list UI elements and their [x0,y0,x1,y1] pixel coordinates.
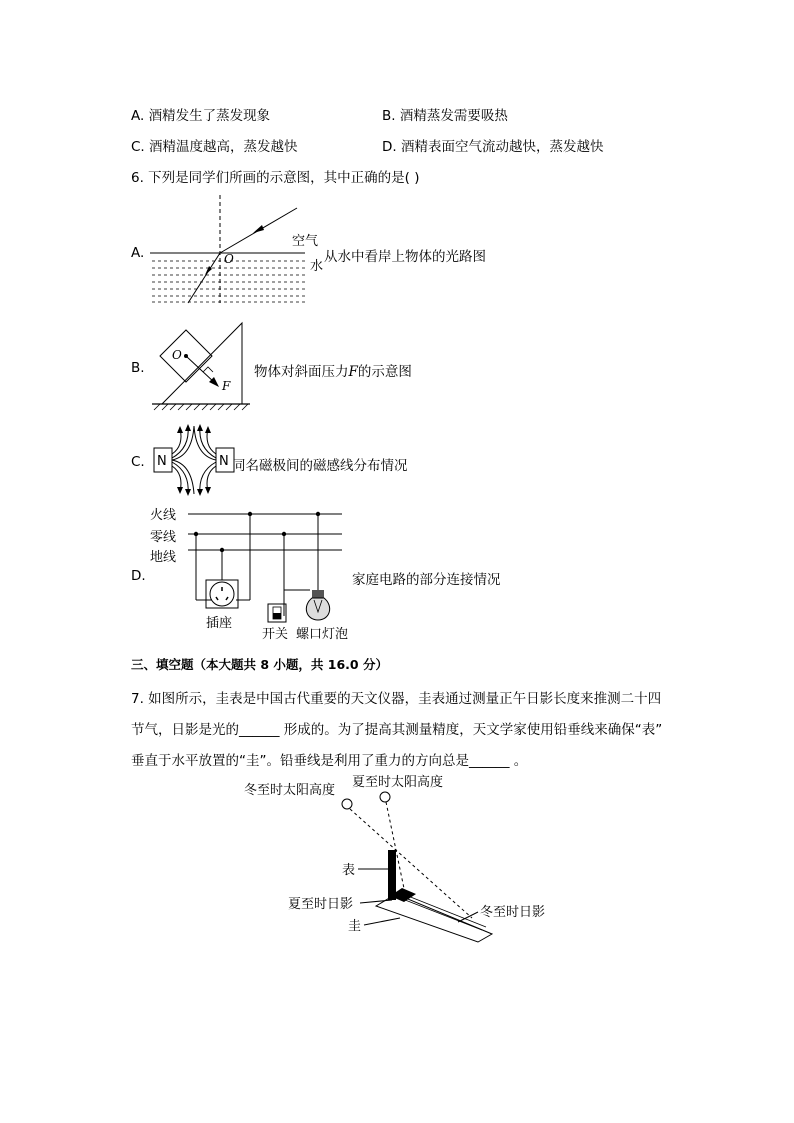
point-o-label: O [172,348,182,362]
force-f-label: F [222,379,231,393]
gui-label: 圭 [348,919,362,934]
bulb-icon [306,590,329,620]
gnomon-diagram [240,770,546,940]
water-label: 水 [310,259,324,274]
q5-option-c: C. 酒精温度越高，蒸发越快 [131,139,298,155]
q6-d-letter: D. [131,568,146,584]
live-wire-label: 火线 [150,508,177,523]
summer-sun-label: 夏至时太阳高度 [352,775,444,790]
q7-line1: 7. 如图所示，圭表是中国古代重要的天文仪器，圭表通过测量正午日影长度来推测二十四 [131,691,662,707]
household-circuit-diagram [150,502,360,642]
slope-force-diagram [150,318,250,412]
q5-option-b: B. 酒精蒸发需要吸热 [382,108,508,124]
q6-a-letter: A. [131,245,145,261]
q5-option-a: A. 酒精发生了蒸发现象 [131,108,271,124]
q6-b-caption: 物体对斜面压力F的示意图 [254,364,412,380]
summer-shadow-label: 夏至时日影 [288,897,354,912]
pole-n-left: N [157,454,167,469]
q7-line2: 节气，日影是光的______ 形成的。为了提高其测量精度，天文学家使用铅垂线来确保“表” [131,722,663,738]
air-label: 空气 [292,234,319,249]
socket-icon [206,580,238,608]
winter-shadow-label: 冬至时日影 [480,905,546,920]
switch-label: 开关 [262,627,289,642]
socket-label: 插座 [206,616,233,631]
q6-stem: 6. 下列是同学们所画的示意图，其中正确的是( ) [131,170,420,186]
neutral-wire-label: 零线 [150,530,177,545]
point-o-label: O [224,252,234,266]
q6-d-caption: 家庭电路的部分连接情况 [352,572,501,588]
q7-line3: 垂直于水平放置的“圭”。铅垂线是利用了重力的方向总是______ 。 [131,753,528,769]
refraction-diagram [150,195,330,305]
q6-b-letter: B. [131,360,145,376]
summer-sun-icon [380,792,390,802]
winter-sun-label: 冬至时太阳高度 [244,783,336,798]
section-title: 三、填空题（本大题共 8 小题，共 16.0 分） [131,657,388,672]
pole-n-right: N [219,454,229,469]
q6-c-caption: 同名磁极间的磁感线分布情况 [232,458,408,474]
q5-option-d: D. 酒精表面空气流动越快，蒸发越快 [382,139,604,155]
q6-a-caption: 从水中看岸上物体的光路图 [324,249,486,265]
biao-label: 表 [342,863,356,878]
bulb-label: 螺口灯泡 [296,627,349,642]
ground-wire-label: 地线 [150,550,177,565]
winter-sun-icon [342,799,352,809]
switch-icon [268,604,286,622]
magnet-field-diagram [150,424,240,496]
q6-c-letter: C. [131,454,145,470]
